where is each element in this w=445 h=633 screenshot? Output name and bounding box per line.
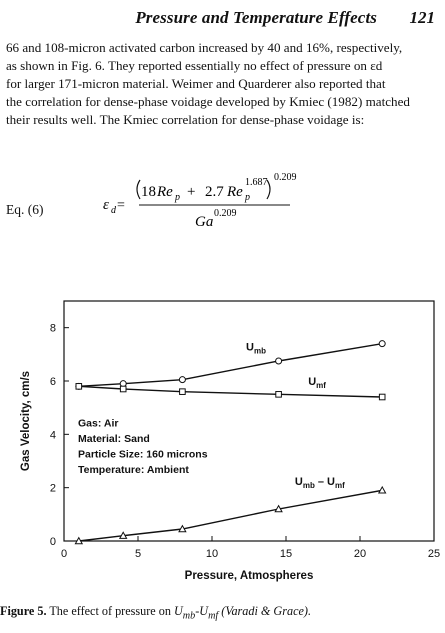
running-header <box>0 8 445 30</box>
caption-label: Figure 5. <box>0 604 47 618</box>
gas-velocity-chart <box>0 280 445 600</box>
numerator-re-exponent: 1.687 <box>245 177 268 188</box>
numerator-re-1: Re <box>157 184 173 200</box>
series-label-umf: $U_{mf}$ <box>308 376 326 390</box>
annotation-2: Particle Size: 160 microns <box>78 448 208 461</box>
series-1-point-4 <box>379 394 385 400</box>
x-tick-label-3: 15 <box>279 548 293 560</box>
caption-umf-sub: mf <box>208 610 219 622</box>
numerator-re-sub-2: p <box>245 192 250 203</box>
y-tick-label-3: 6 <box>49 376 56 388</box>
series-2-point-4 <box>379 487 386 493</box>
x-tick-label-2: 10 <box>205 548 219 560</box>
annotation-1: Material: Sand <box>78 432 150 445</box>
y-tick-label-1: 2 <box>49 482 56 495</box>
x-tick-label-4: 20 <box>353 548 367 560</box>
x-tick-label-1: 5 <box>134 548 142 560</box>
annotation-3: Temperature: Ambient <box>78 463 189 476</box>
annotation-0: Gas: Air <box>78 417 119 430</box>
series-1-point-3 <box>276 392 282 398</box>
outer-exponent: 0.209 <box>274 172 297 183</box>
y-tick-label-4: 8 <box>49 322 56 335</box>
paragraph-line-4: the correlation for dense-phase voidage developed by Kmiec (1982) matched <box>6 94 410 110</box>
y-tick-label-0: 0 <box>49 536 56 548</box>
numerator-coef: 2.7 <box>205 184 224 200</box>
numerator-18: 18 <box>141 184 156 200</box>
series-label-umb-minus-umf: $U_{mb} - U_{mf}$ <box>294 476 345 490</box>
kmiec-equation <box>103 168 297 258</box>
page-number: 121 <box>409 8 435 27</box>
x-tick-label-5: 25 <box>427 548 441 560</box>
chart-root <box>20 301 440 582</box>
lhs-subscript: d <box>111 205 116 216</box>
paragraph-line-2: as shown in Fig. 6. They reported essentially no effect of pressure on εd <box>6 58 383 74</box>
series-0-point-2 <box>179 377 185 383</box>
equation-svg <box>103 168 297 258</box>
caption-umb: U <box>173 604 183 618</box>
caption-source: (Varadi & Grace). <box>218 604 311 618</box>
figure-5 <box>0 280 445 600</box>
series-0-point-4 <box>379 341 385 347</box>
series-line-0 <box>79 344 382 387</box>
paragraph-line-1: 66 and 108-micron activated carbon increased by 40 and 16%, respectively, <box>6 40 403 55</box>
denominator-ga: Ga <box>195 214 214 230</box>
caption-dash: - <box>195 604 200 618</box>
paragraph-line-3: for larger 171-micron material. Weimer and Quarderer also reported that <box>6 76 386 92</box>
caption-umb-sub: mb <box>182 610 196 622</box>
numerator-re-sub-1: p <box>175 192 180 203</box>
series-label-umb: $U_{mb}$ <box>246 341 266 356</box>
series-1-point-0 <box>76 384 82 390</box>
denominator-exponent: 0.209 <box>214 208 237 219</box>
numerator-plus: + <box>187 184 196 200</box>
paragraph-line-5: their results well. The Kmiec correlation for dense-phase voidage is: <box>6 112 365 128</box>
plot-frame <box>64 301 434 541</box>
x-axis-label: Pressure, Atmospheres <box>184 570 314 582</box>
y-axis-label: Gas Velocity, cm/s <box>20 370 32 472</box>
left-paren <box>137 180 140 199</box>
series-1-point-1 <box>120 386 126 392</box>
numerator-re-2: Re <box>227 184 243 200</box>
x-tick-label-0: 0 <box>60 548 68 560</box>
equation-label: Eq. (6) <box>6 202 44 217</box>
lhs-symbol: ε <box>103 197 109 213</box>
chapter-title: Pressure and Temperature Effects <box>135 8 377 27</box>
y-tick-label-2: 4 <box>49 429 56 442</box>
caption-text: The effect of pressure on <box>49 604 174 618</box>
series-1-point-2 <box>180 389 186 395</box>
series-0-point-3 <box>276 358 282 364</box>
body-paragraph <box>6 39 444 129</box>
equals-sign: = <box>117 198 125 213</box>
figure-caption <box>0 604 445 624</box>
caption-umf: U <box>199 604 209 618</box>
